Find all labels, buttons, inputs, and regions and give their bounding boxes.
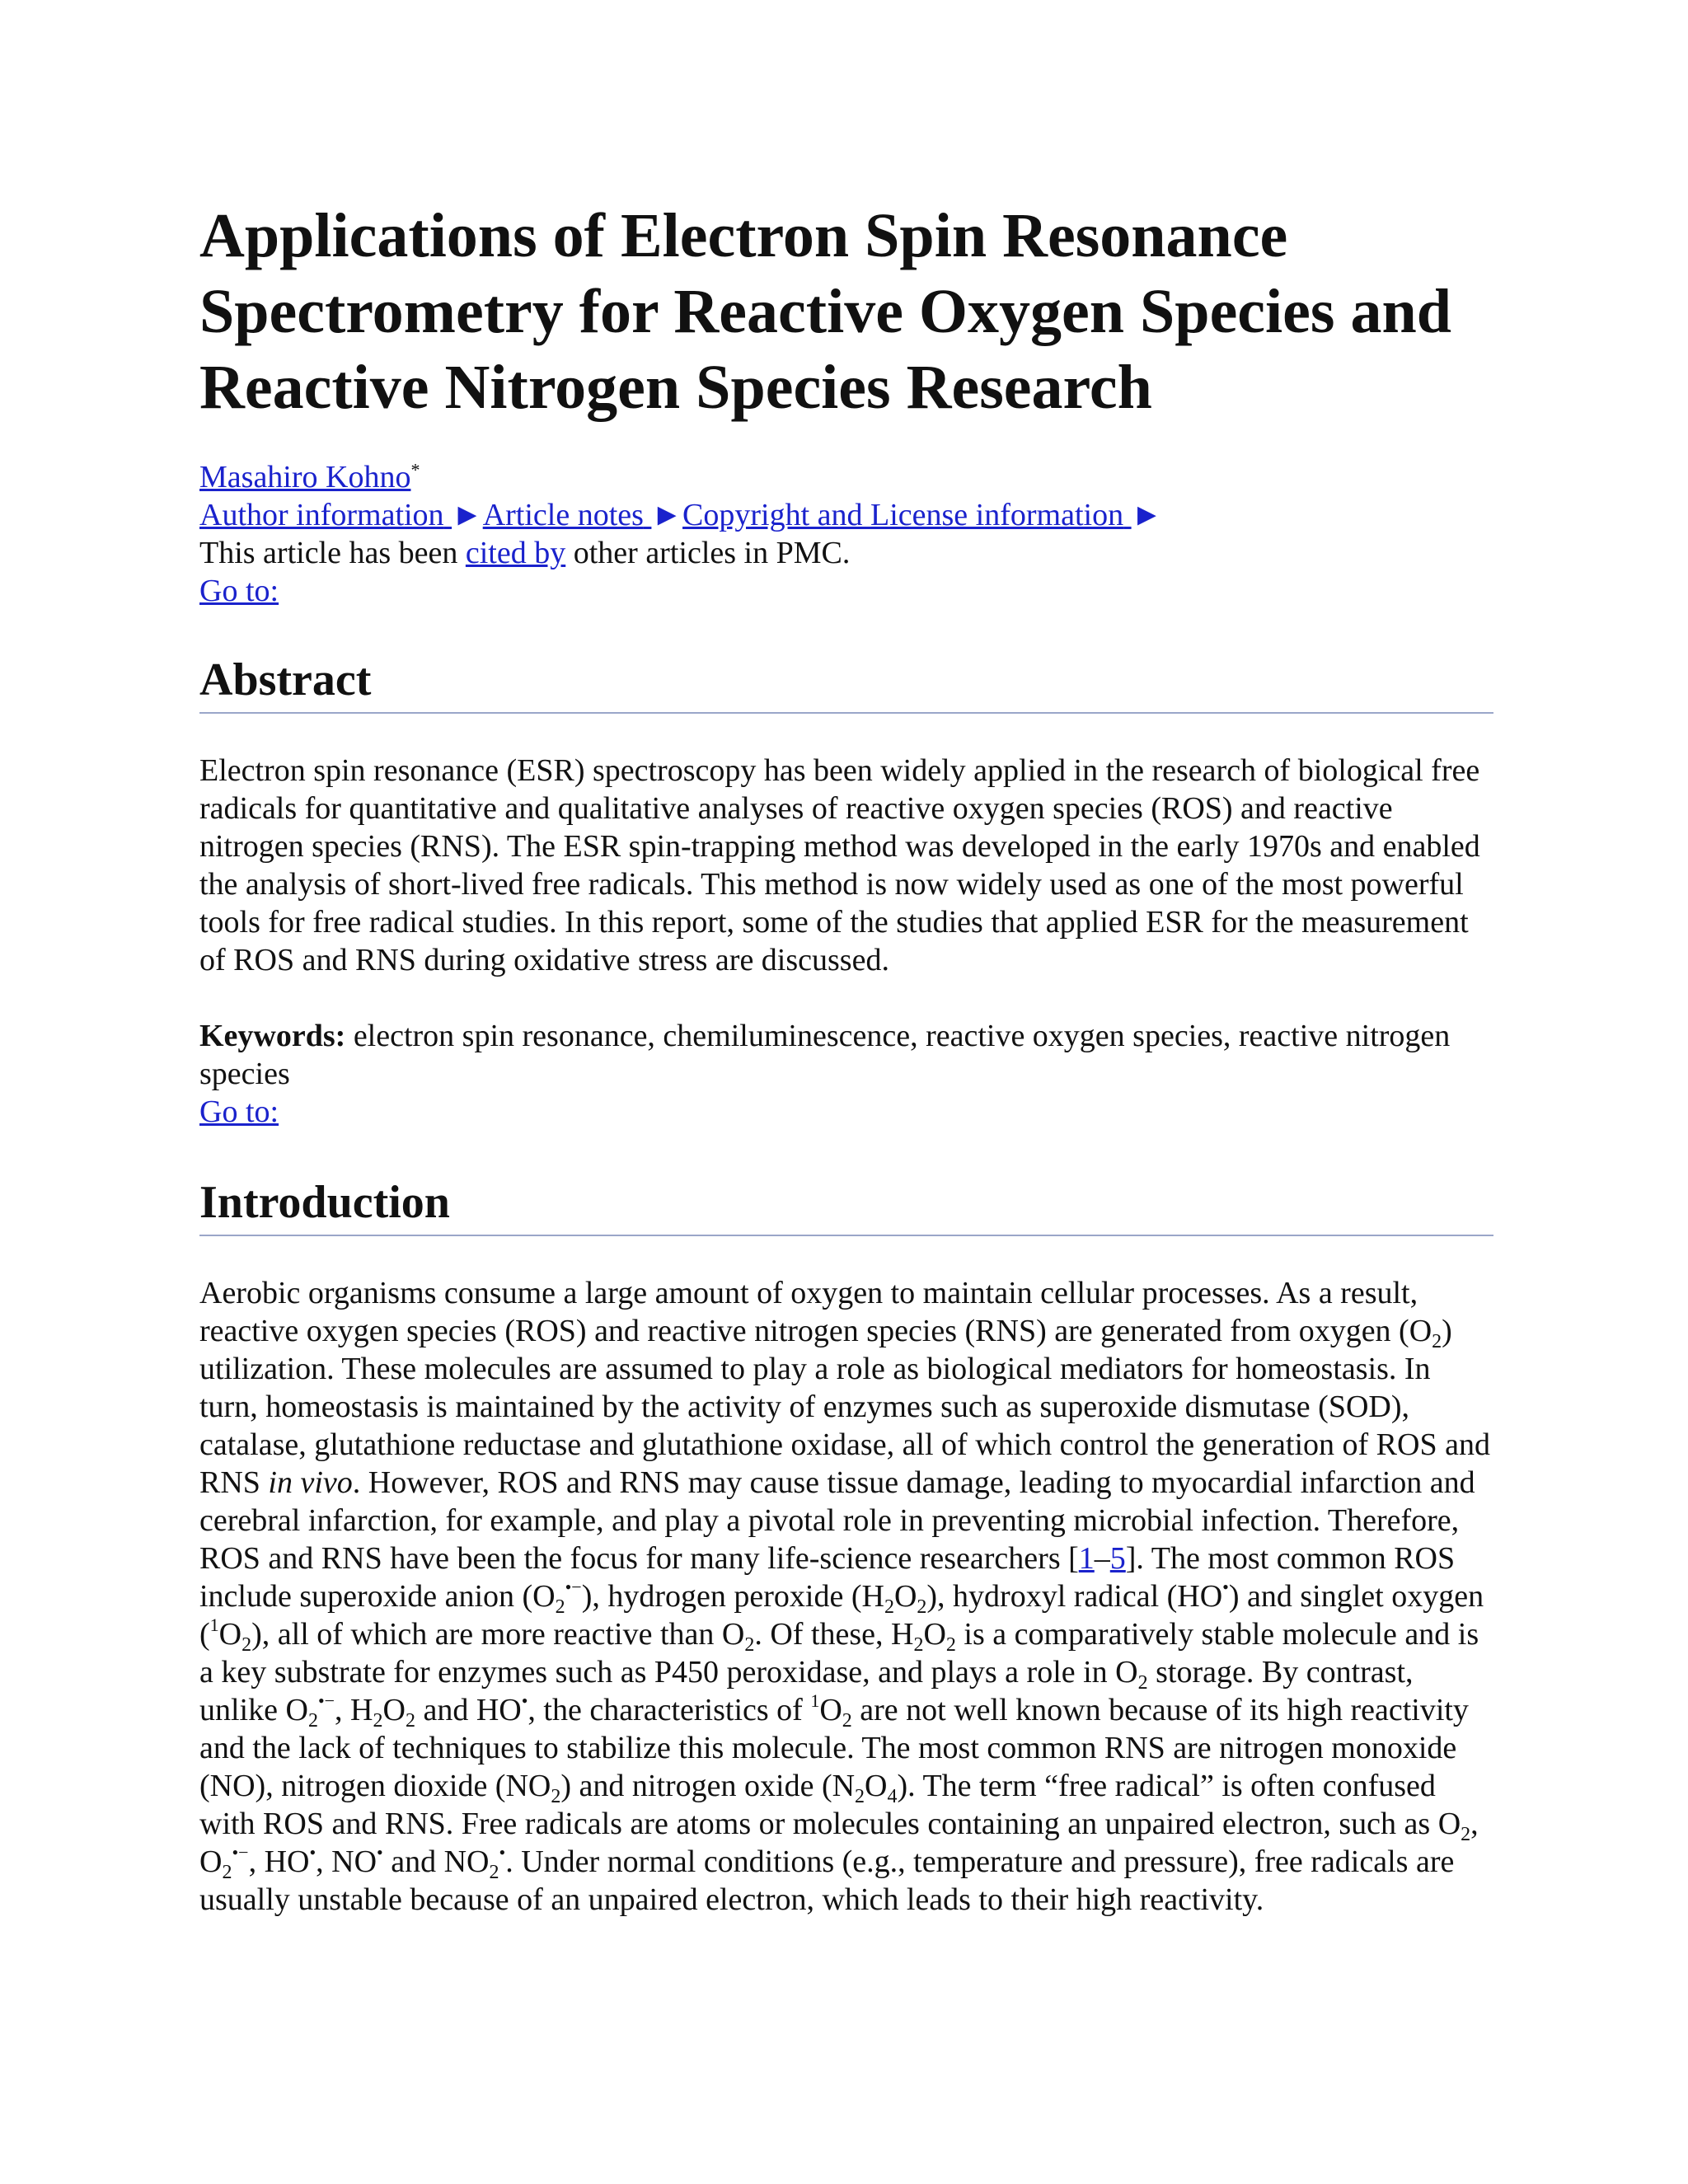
keywords-label: Keywords:	[199, 1019, 346, 1053]
goto-link[interactable]: Go to:	[199, 1094, 279, 1129]
article-title: Applications of Electron Spin Resonance Spectrometry for Reactive Oxygen Species and Reactive Nitrogen Species Research	[199, 201, 1451, 422]
author-line	[199, 458, 1493, 496]
author-information-label: Author information	[199, 498, 444, 532]
abstract-heading: Abstract	[199, 653, 1493, 714]
keywords-list: electron spin resonance, chemiluminescence, reactive oxygen species, reactive nitrogen species	[199, 1019, 1451, 1091]
author-marker: *	[410, 459, 420, 480]
introduction-text: Aerobic organisms consume a large amount of oxygen to maintain cellular processes. As a result, reactive oxygen species (ROS) and reactive nitrogen species (RNS) are generated from oxygen $(O_2)$ utilization. These molecules are assumed to play a role as biological mediators for homeostasis. In turn, homeostasis is maintained by the activity of enzymes such as superoxide dismutase (SOD), catalase, glutathione reductase and glutathione oxidase, all of which control the generation of ROS and RNS in vivo. However, ROS and RNS may cause tissue damage, leading to myocardial infarction and cerebral infarction, for example, and play a pivotal role in preventing microbial infection. Therefore, ROS and RNS have been the focus for many life-science researchers [1–5]. The most common ROS include superoxide anion $(O_2^{•-})$, hydrogen peroxide $(H_2O_2)$, hydroxyl radical (HO•) and singlet oxygen $(^1O_2)$, all of which are more reactive than $O_2$. Of these, $H_2O_2$ is a comparatively stable molecule and is a key substrate for enzymes such as P450 peroxidase, and plays a role in $O_2$ storage. By contrast, unlike $O_2^{•-}$, $H_2O_2$ and HO•, the characteristics of $^1O_2$ are not well known because of its high reactivity and the lack of techniques to stabilize this molecule. The most common RNS are nitrogen monoxide (NO), nitrogen dioxide $(NO_2)$ and nitrogen oxide $(N_2O_4)$. The term “free radical” is often confused with ROS and RNS. Free radicals are atoms or molecules containing an unpaired electron, such as $O_2$, $O_2^{•-}$, HO•, NO• and $NO_2^•$. Under normal conditions (e.g., temperature and pressure), free radicals are usually unstable because of an unpaired electron, which leads to their high reactivity.	[199, 1276, 1490, 1917]
article-notes-link[interactable]	[483, 498, 682, 532]
expand-arrow-icon: ►	[1131, 498, 1163, 532]
article	[199, 198, 1493, 1919]
ref-link-5[interactable]: 5	[1109, 1541, 1126, 1576]
author-information-link[interactable]	[199, 498, 483, 532]
article-meta	[199, 458, 1493, 610]
article-notes-label: Article notes	[482, 498, 644, 532]
expand-arrow-icon: ►	[651, 498, 683, 532]
info-links-line	[199, 496, 1493, 534]
cited-suffix: other articles in PMC.	[565, 536, 851, 570]
cited-by-link[interactable]: cited by	[465, 536, 566, 570]
expand-arrow-icon: ►	[452, 498, 483, 532]
copyright-link[interactable]	[682, 498, 1162, 532]
author-link[interactable]: Masahiro Kohno	[199, 460, 411, 494]
copyright-label: Copyright and License information	[682, 498, 1124, 532]
introduction-heading: Introduction	[199, 1175, 1493, 1236]
ref-link-1[interactable]: 1	[1078, 1541, 1095, 1576]
abstract-text: Electron spin resonance (ESR) spectroscopy has been widely applied in the research of biological free radicals for quantitative and qualitative analyses of reactive oxygen species (ROS) and reactive nitrogen species (RNS). The ESR spin-trapping method was developed in the early 1970s and enabled the analysis of short-lived free radicals. This method is now widely used as one of the most powerful tools for free radical studies. In this report, some of the studies that applied ESR for the measurement of ROS and RNS during oxidative stress are discussed.	[199, 753, 1480, 977]
cited-prefix: This article has been	[199, 536, 466, 570]
keywords	[199, 1017, 1493, 1093]
cited-by-line	[199, 534, 1493, 572]
goto-link[interactable]: Go to:	[199, 574, 279, 608]
